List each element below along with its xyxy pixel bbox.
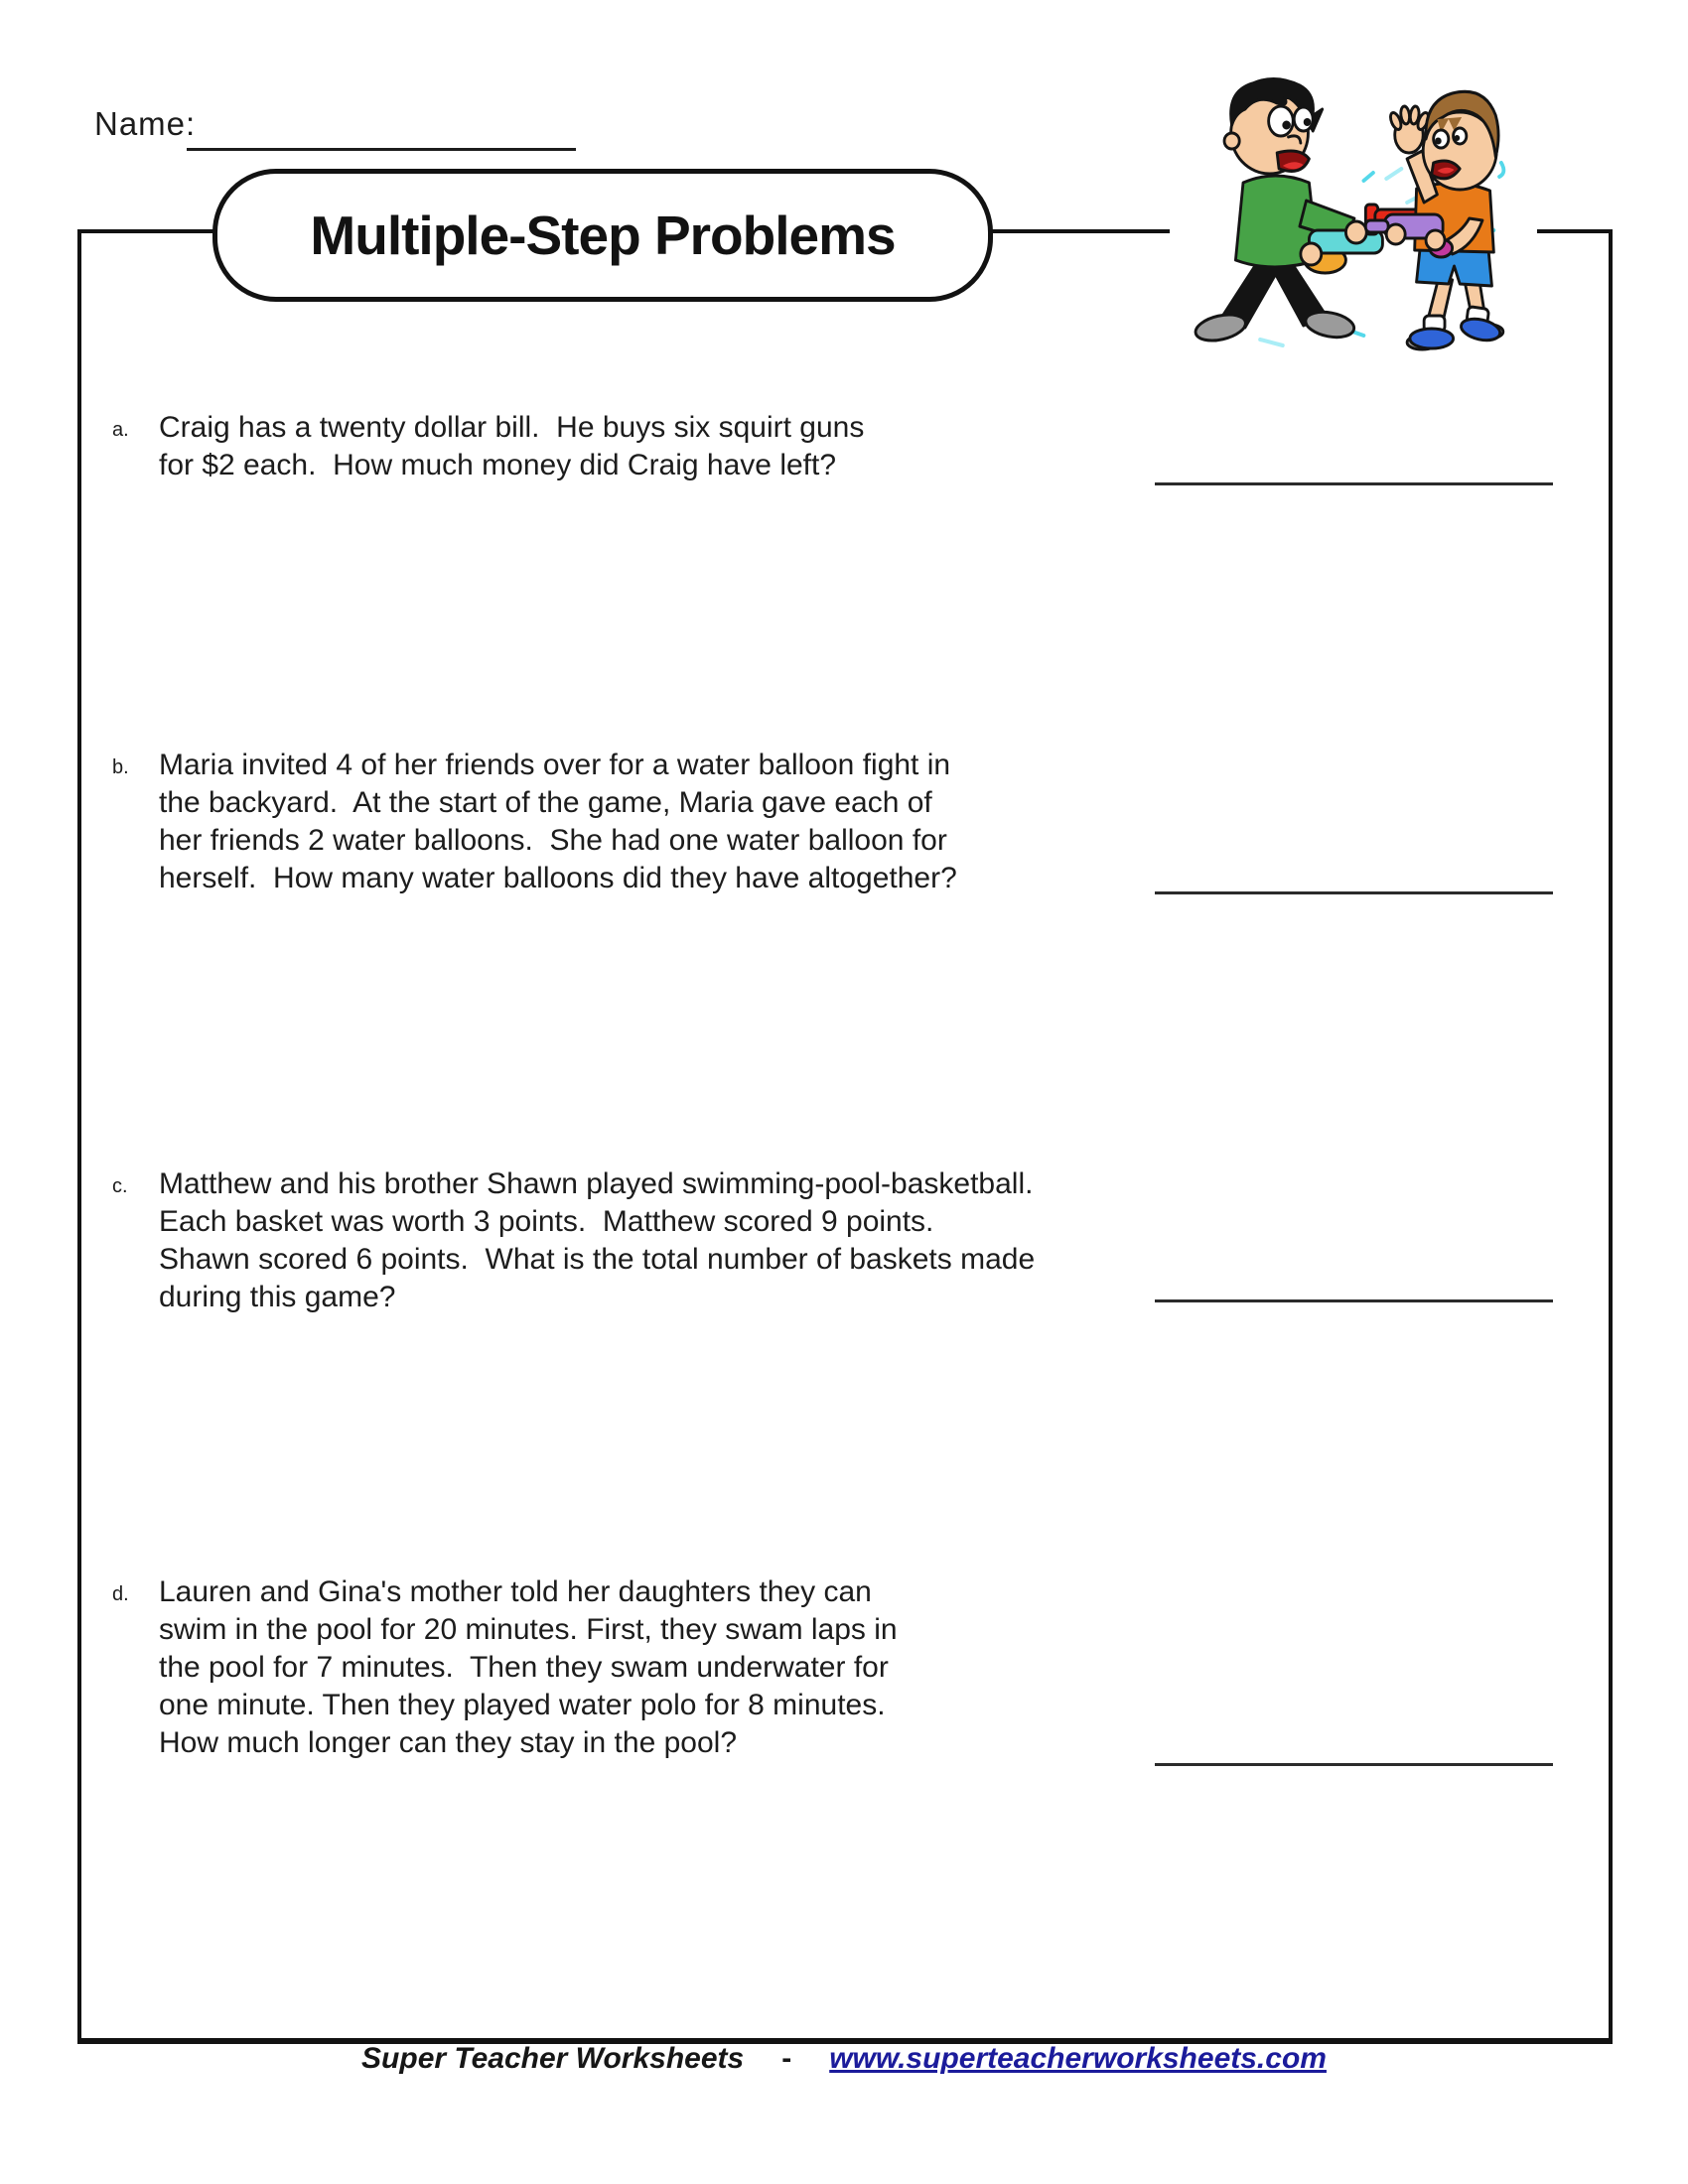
answer-blank-b[interactable]	[1155, 891, 1553, 894]
problem-letter-label: b.	[112, 756, 129, 778]
problem-letter-label: c.	[112, 1175, 128, 1197]
worksheet-border-frame	[77, 229, 1613, 2044]
footer-url-link[interactable]: www.superteacherworksheets.com	[829, 2042, 1327, 2075]
illustration-box	[1170, 64, 1537, 361]
name-label: Name:	[94, 105, 197, 142]
page-title: Multiple-Step Problems	[310, 205, 896, 266]
problem-text: Lauren and Gina's mother told her daughters they can swim in the pool for 20 minutes. First, they swam laps in the pool for 7 minutes. Then they swam underwater for one minute. Then they played water polo for 8 minutes. How much longer can they stay in the pool?	[159, 1575, 898, 1759]
footer	[0, 2042, 1688, 2076]
problem-d	[112, 1573, 898, 1762]
problem-a	[112, 409, 864, 484]
problem-letter-label: d.	[112, 1583, 129, 1605]
kids-water-fight-illustration	[1170, 64, 1537, 361]
answer-blank-a[interactable]	[1155, 482, 1553, 485]
problem-letter-label: a.	[112, 419, 129, 441]
problem-c	[112, 1165, 1035, 1316]
footer-separator: -	[781, 2042, 792, 2075]
answer-blank-d[interactable]	[1155, 1763, 1553, 1766]
title-bubble	[212, 169, 993, 302]
footer-brand: Super Teacher Worksheets	[361, 2042, 745, 2075]
problem-text: Maria invited 4 of her friends over for a water balloon fight in the backyard. At the start of the game, Maria gave each of her friends 2 water balloons. She had one water balloon for herself. How many water balloons did they have altogether?	[159, 749, 957, 894]
answer-blank-c[interactable]	[1155, 1299, 1553, 1302]
problem-text: Craig has a twenty dollar bill. He buys six squirt guns for $2 each. How much money did Craig have left?	[159, 411, 865, 481]
name-blank-line[interactable]	[187, 148, 576, 151]
problem-b	[112, 747, 957, 897]
problem-text: Matthew and his brother Shawn played swimming-pool-basketball. Each basket was worth 3 points. Matthew scored 9 points. Shawn scored 6 points. What is the total number of baskets made during this game?	[159, 1167, 1036, 1313]
kid-orange-shirt	[1365, 91, 1503, 349]
